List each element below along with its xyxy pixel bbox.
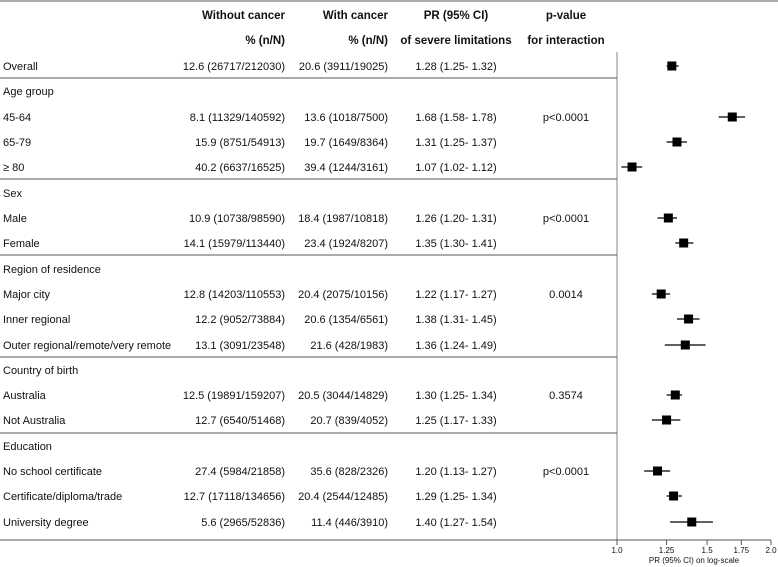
point-estimate-marker bbox=[664, 214, 673, 223]
cell-pr-ci: 1.31 (1.25- 1.37) bbox=[415, 137, 497, 149]
cell-without-cancer: 15.9 (8751/54913) bbox=[195, 137, 285, 149]
cell-pr-ci: 1.22 (1.17- 1.27) bbox=[415, 289, 497, 301]
cell-with-cancer: 20.5 (3044/14829) bbox=[298, 390, 388, 402]
cell-with-cancer: 20.6 (3911/19025) bbox=[298, 61, 388, 73]
cell-without-cancer: 5.6 (2965/52836) bbox=[201, 517, 285, 529]
table-rows bbox=[0, 61, 617, 540]
header-pvalue-sub: for interaction bbox=[527, 35, 605, 47]
cell-p-value: p<0.0001 bbox=[542, 213, 590, 225]
point-estimate-marker bbox=[669, 492, 678, 501]
group-label: Region of residence bbox=[3, 264, 101, 276]
row-label: University degree bbox=[3, 517, 89, 529]
cell-pr-ci: 1.28 (1.25- 1.32) bbox=[415, 61, 497, 73]
cell-without-cancer: 40.2 (6637/16525) bbox=[195, 162, 285, 174]
cell-with-cancer: 23.4 (1924/8207) bbox=[304, 238, 388, 250]
header-without-cancer-unit: % (n/N) bbox=[245, 35, 285, 47]
cell-with-cancer: 20.4 (2075/10156) bbox=[298, 289, 388, 301]
cell-with-cancer: 20.4 (2544/12485) bbox=[298, 491, 388, 503]
cell-p-value: p<0.0001 bbox=[542, 112, 590, 124]
row-label: Australia bbox=[3, 390, 46, 402]
x-tick-label: 1.0 bbox=[611, 546, 623, 555]
cell-with-cancer: 18.4 (1987/10818) bbox=[298, 213, 388, 225]
cell-pr-ci: 1.38 (1.31- 1.45) bbox=[415, 314, 497, 326]
cell-without-cancer: 12.5 (19891/159207) bbox=[182, 390, 285, 402]
row-label: Not Australia bbox=[3, 415, 66, 427]
header-with-cancer-unit: % (n/N) bbox=[348, 35, 388, 47]
x-axis bbox=[611, 540, 777, 565]
row-label: Male bbox=[3, 213, 27, 225]
point-estimate-marker bbox=[679, 239, 688, 248]
cell-without-cancer: 13.1 (3091/23548) bbox=[195, 340, 285, 352]
point-estimate-marker bbox=[687, 518, 696, 527]
table-header bbox=[202, 10, 605, 47]
point-estimate-marker bbox=[662, 416, 671, 425]
cell-pr-ci: 1.36 (1.24- 1.49) bbox=[415, 340, 497, 352]
cell-p-value: p<0.0001 bbox=[542, 466, 590, 478]
group-label: Sex bbox=[3, 188, 22, 200]
x-tick-label: 1.75 bbox=[733, 546, 750, 555]
cell-without-cancer: 27.4 (5984/21858) bbox=[195, 466, 285, 478]
cell-p-value: 0.0014 bbox=[549, 289, 583, 301]
cell-pr-ci: 1.26 (1.20- 1.31) bbox=[415, 213, 497, 225]
cell-without-cancer: 12.7 (17118/134656) bbox=[183, 491, 285, 503]
cell-pr-ci: 1.29 (1.25- 1.34) bbox=[415, 491, 497, 503]
cell-with-cancer: 20.7 (839/4052) bbox=[310, 415, 388, 427]
cell-without-cancer: 12.7 (6540/51468) bbox=[195, 415, 285, 427]
cell-with-cancer: 35.6 (828/2326) bbox=[310, 466, 388, 478]
group-label: Education bbox=[3, 441, 52, 453]
point-estimate-marker bbox=[628, 163, 637, 172]
cell-with-cancer: 11.4 (446/3910) bbox=[311, 517, 388, 529]
row-label: Outer regional/remote/very remote bbox=[3, 340, 172, 352]
cell-without-cancer: 14.1 (15979/113440) bbox=[183, 238, 285, 250]
cell-p-value: 0.3574 bbox=[549, 390, 583, 402]
cell-without-cancer: 12.2 (9052/73884) bbox=[195, 314, 285, 326]
point-estimate-marker bbox=[672, 138, 681, 147]
group-label: Country of birth bbox=[3, 365, 79, 377]
x-tick-label: 1.25 bbox=[658, 546, 675, 555]
point-estimate-marker bbox=[667, 62, 676, 71]
plot-marks bbox=[621, 62, 745, 527]
row-label: No school certificate bbox=[3, 466, 103, 478]
cell-pr-ci: 1.40 (1.27- 1.54) bbox=[415, 517, 497, 529]
row-label: Inner regional bbox=[3, 314, 71, 326]
x-tick-label: 1.5 bbox=[701, 546, 713, 555]
cell-with-cancer: 21.6 (428/1983) bbox=[310, 340, 388, 352]
point-estimate-marker bbox=[657, 290, 666, 299]
cell-without-cancer: 12.6 (26717/212030) bbox=[182, 61, 285, 73]
cell-with-cancer: 13.6 (1018/7500) bbox=[304, 112, 388, 124]
row-label: Female bbox=[3, 238, 40, 250]
row-label: Overall bbox=[3, 61, 38, 73]
point-estimate-marker bbox=[681, 341, 690, 350]
cell-pr-ci: 1.68 (1.58- 1.78) bbox=[415, 112, 497, 124]
cell-pr-ci: 1.35 (1.30- 1.41) bbox=[415, 238, 497, 250]
cell-pr-ci: 1.25 (1.17- 1.33) bbox=[415, 415, 497, 427]
header-without-cancer: Without cancer bbox=[202, 10, 285, 22]
point-estimate-marker bbox=[684, 315, 693, 324]
cell-without-cancer: 12.8 (14203/110553) bbox=[183, 289, 285, 301]
cell-pr-ci: 1.30 (1.25- 1.34) bbox=[415, 390, 497, 402]
row-label: ≥ 80 bbox=[3, 162, 25, 174]
cell-pr-ci: 1.20 (1.13- 1.27) bbox=[415, 466, 497, 478]
x-axis-label: PR (95% CI) on log-scale bbox=[648, 556, 740, 565]
cell-with-cancer: 39.4 (1244/3161) bbox=[304, 162, 388, 174]
cell-with-cancer: 19.7 (1649/8364) bbox=[304, 137, 388, 149]
point-estimate-marker bbox=[653, 467, 662, 476]
header-pr-sub: of severe limitations bbox=[400, 35, 512, 47]
cell-without-cancer: 10.9 (10738/98590) bbox=[188, 213, 285, 225]
cell-without-cancer: 8.1 (11329/140592) bbox=[189, 112, 285, 124]
row-label: 45-64 bbox=[3, 112, 32, 124]
row-label: Major city bbox=[3, 289, 51, 301]
row-label: Certificate/diploma/trade bbox=[3, 491, 123, 503]
header-pr: PR (95% CI) bbox=[423, 10, 489, 22]
header-with-cancer: With cancer bbox=[322, 10, 388, 22]
x-tick-label: 2.0 bbox=[765, 546, 777, 555]
point-estimate-marker bbox=[728, 113, 737, 122]
cell-with-cancer: 20.6 (1354/6561) bbox=[304, 314, 388, 326]
group-label: Age group bbox=[3, 86, 54, 98]
header-pvalue: p-value bbox=[545, 10, 587, 22]
row-label: 65-79 bbox=[3, 137, 32, 149]
point-estimate-marker bbox=[671, 391, 680, 400]
cell-pr-ci: 1.07 (1.02- 1.12) bbox=[415, 162, 497, 174]
